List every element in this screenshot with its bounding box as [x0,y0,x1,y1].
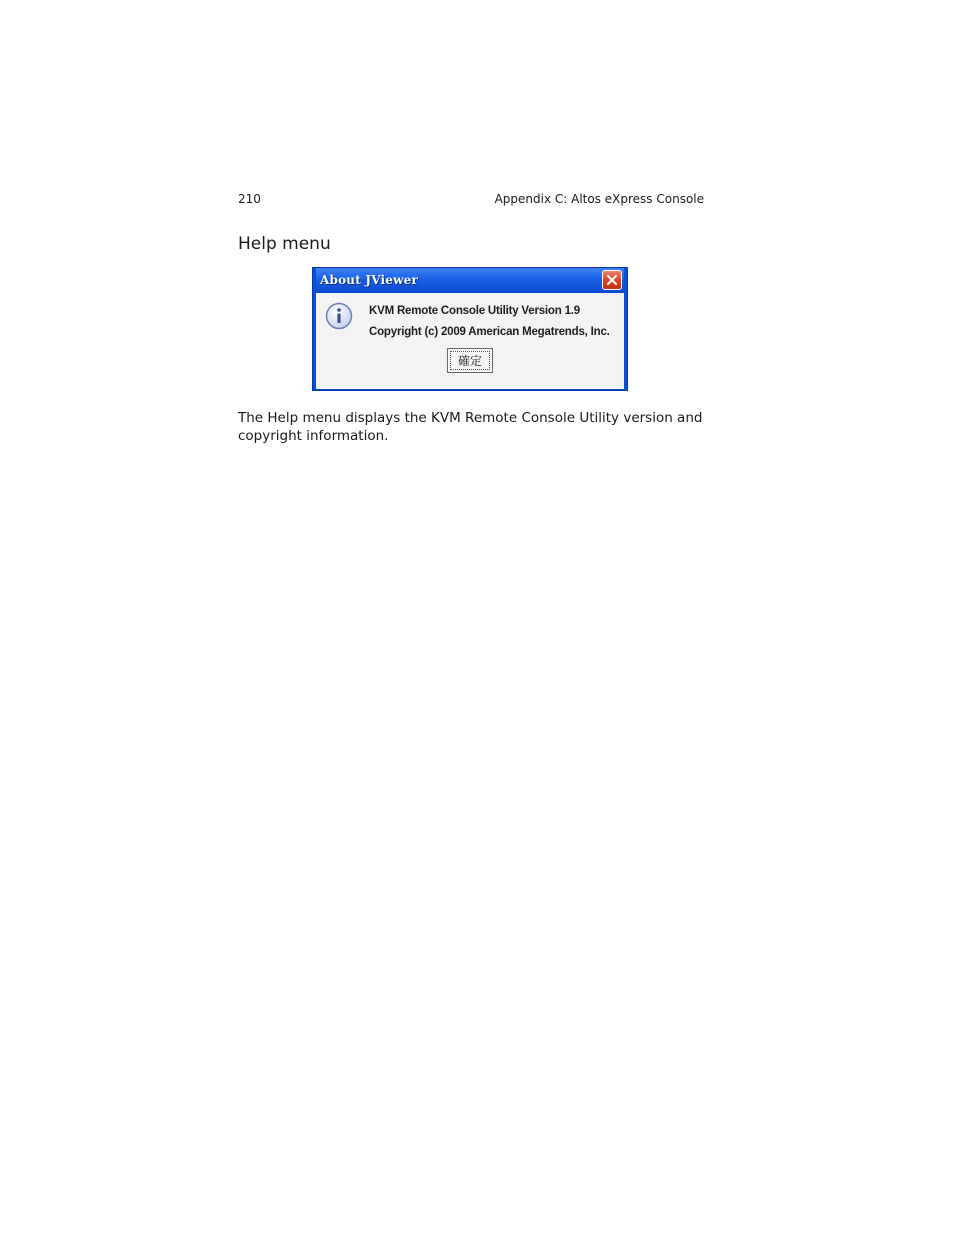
dialog-title: About JViewer [320,273,419,287]
dialog-version-text: KVM Remote Console Utility Version 1.9 [369,305,580,317]
body-paragraph: The Help menu displays the KVM Remote Console Utility version and copyright information. [238,410,703,444]
info-icon [325,302,353,330]
about-dialog [312,267,628,391]
dialog-titlebar[interactable] [316,268,624,293]
dialog-copyright-text: Copyright (c) 2009 American Megatrends, Inc. [369,326,610,338]
close-icon [606,274,618,286]
dialog-body [316,293,624,389]
running-header: Appendix C: Altos eXpress Console [494,192,704,206]
dialog-close-button[interactable] [602,270,622,290]
ok-button[interactable] [447,348,493,373]
section-heading: Help menu [238,234,331,254]
ok-button-label: 確定 [450,351,490,370]
page-number: 210 [238,192,261,206]
